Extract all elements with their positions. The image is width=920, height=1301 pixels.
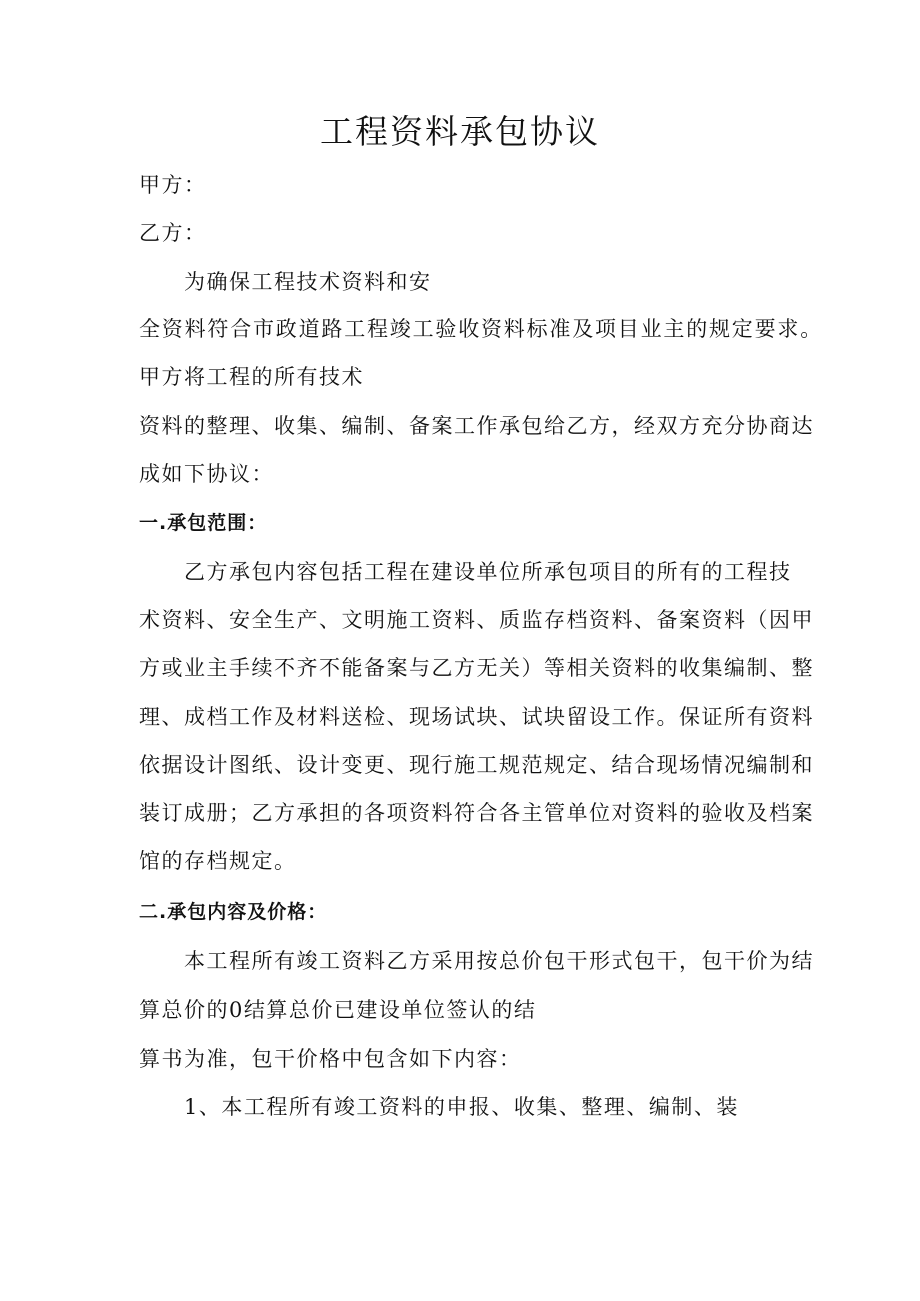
intro-line: 甲方将工程的所有技术 xyxy=(139,365,364,389)
section1-line: 理、成档工作及材料送检、现场试块、试块留设工作。保证所有资料 xyxy=(139,705,814,729)
section2-line: 算总价的0结算总价已建设单位签认的结 xyxy=(139,998,537,1022)
section1-line: 装订成册；乙方承担的各项资料符合各主管单位对资料的验收及档案 xyxy=(139,801,814,825)
party-b-label: 乙方： xyxy=(139,221,207,245)
intro-line: 为确保工程技术资料和安 xyxy=(184,270,432,294)
section2-line: 算书为准，包干价格中包含如下内容： xyxy=(139,1047,522,1071)
section1-line: 馆的存档规定。 xyxy=(139,849,297,873)
intro-line: 资料的整理、收集、编制、备案工作承包给乙方，经双方充分协商达 xyxy=(139,414,814,438)
section1-line: 术资料、安全生产、文明施工资料、质监存档资料、备案资料（因甲 xyxy=(139,608,814,632)
party-a-label: 甲方： xyxy=(139,173,207,197)
section-heading-content-price: 二.承包内容及价格： xyxy=(139,901,328,923)
section1-line: 乙方承包内容包括工程在建设单位所承包项目的所有的工程技 xyxy=(184,560,792,584)
section2-line: 本工程所有竣工资料乙方采用按总价包干形式包干，包干价为结 xyxy=(184,949,814,973)
section-heading-scope: 一.承包范围： xyxy=(139,512,268,534)
document-title: 工程资料承包协议 xyxy=(320,112,600,151)
section2-line: 1、本工程所有竣工资料的申报、收集、整理、编制、装 xyxy=(184,1095,739,1119)
intro-line: 全资料符合市政道路工程竣工验收资料标准及项目业主的规定要求。 xyxy=(139,317,823,341)
section1-line: 依据设计图纸、设计变更、现行施工规范规定、结合现场情况编制和 xyxy=(139,753,814,777)
section1-line: 方或业主手续不齐不能备案与乙方无关）等相关资料的收集编制、整 xyxy=(139,656,814,680)
intro-line: 成如下协议： xyxy=(139,462,274,486)
